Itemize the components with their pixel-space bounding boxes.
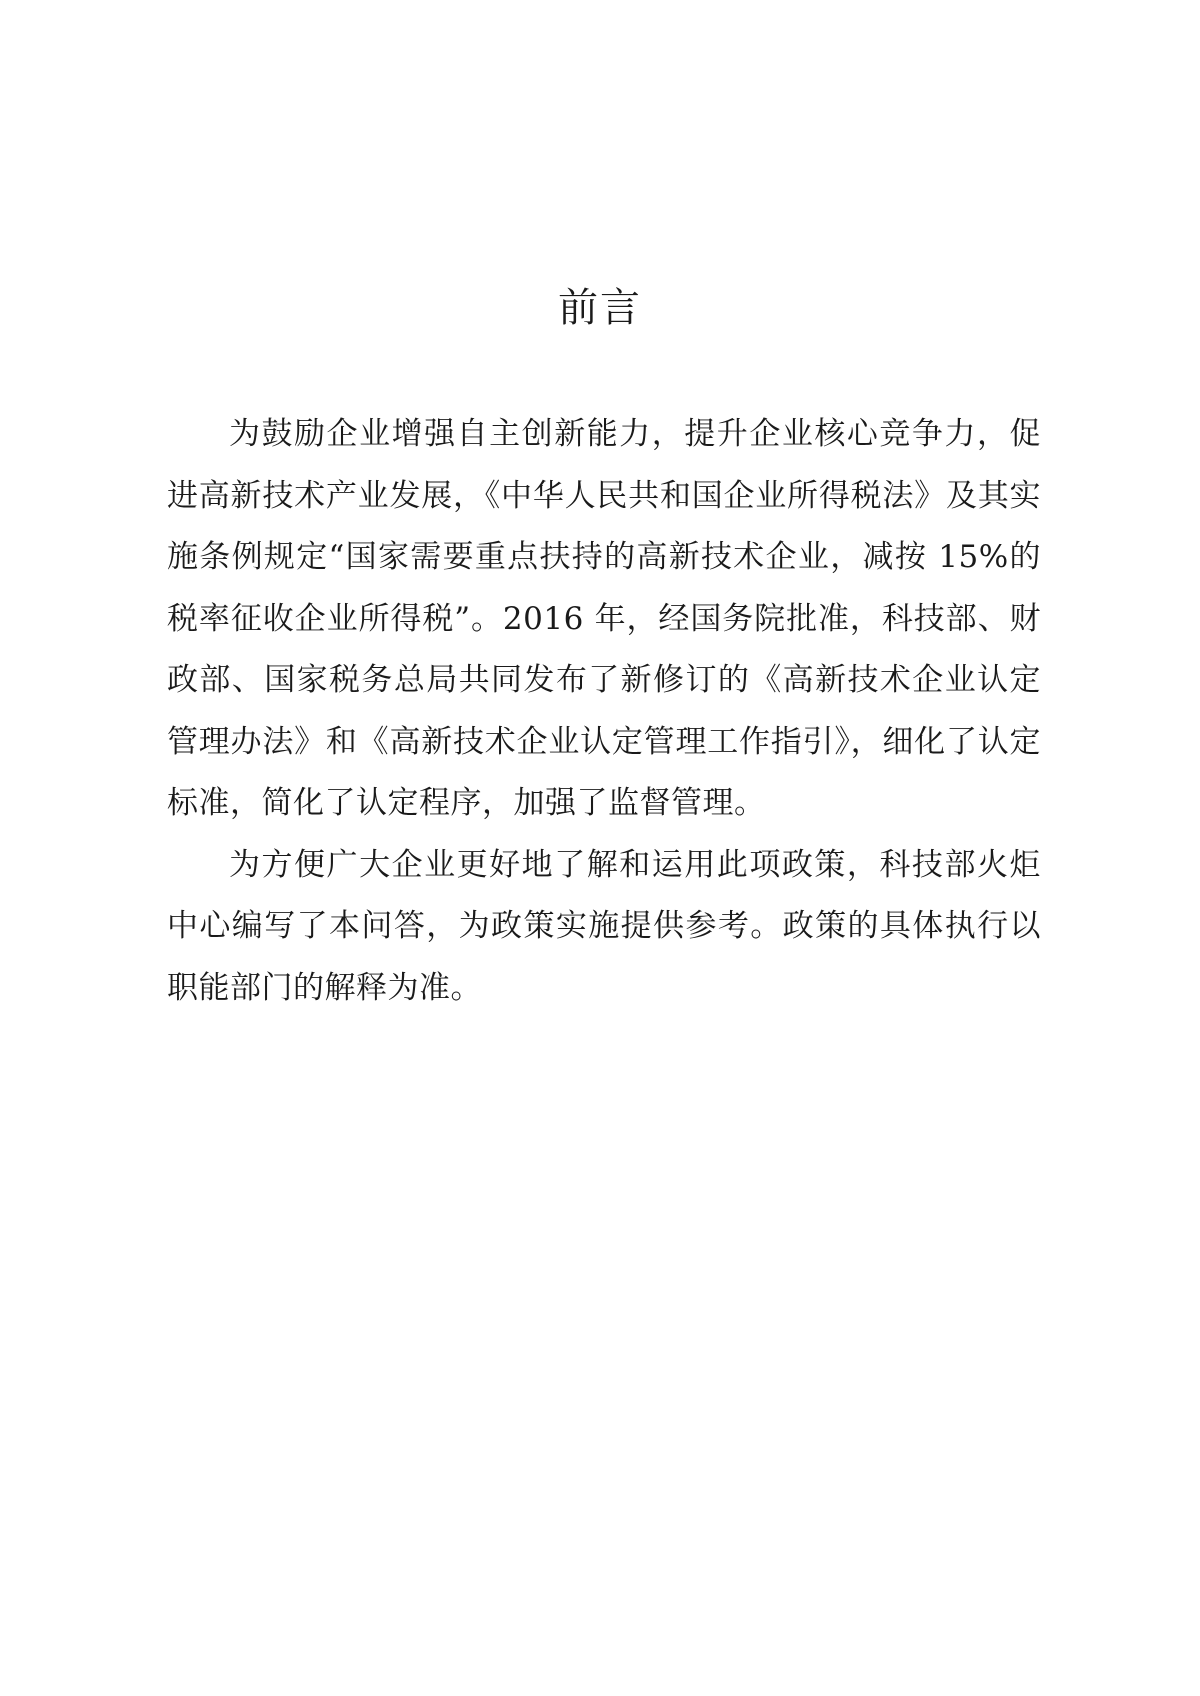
- paragraph-1: 为鼓励企业增强自主创新能力，提升企业核心竞争力，促进高新技术产业发展，《中华人民共和国企业所得税法》及其实施条例规定“国家需要重点扶持的高新技术企业，减按 15%的税率征收企业所得税”。2016 年，经国务院批准，科技部、财政部、国家税务总局共同发布了新修订的《高新技术企业认定管理办法》和《高新技术企业认定管理工作指引》，细化了认定标准，简化了认定程序，加强了监督管理。: [167, 416, 1041, 821]
- page-title: 前言: [558, 285, 642, 331]
- paragraph-2: 为方便广大企业更好地了解和运用此项政策，科技部火炬中心编写了本问答，为政策实施提供参考。政策的具体执行以职能部门的解释为准。: [167, 846, 1041, 1006]
- preface-body: [167, 404, 1041, 1019]
